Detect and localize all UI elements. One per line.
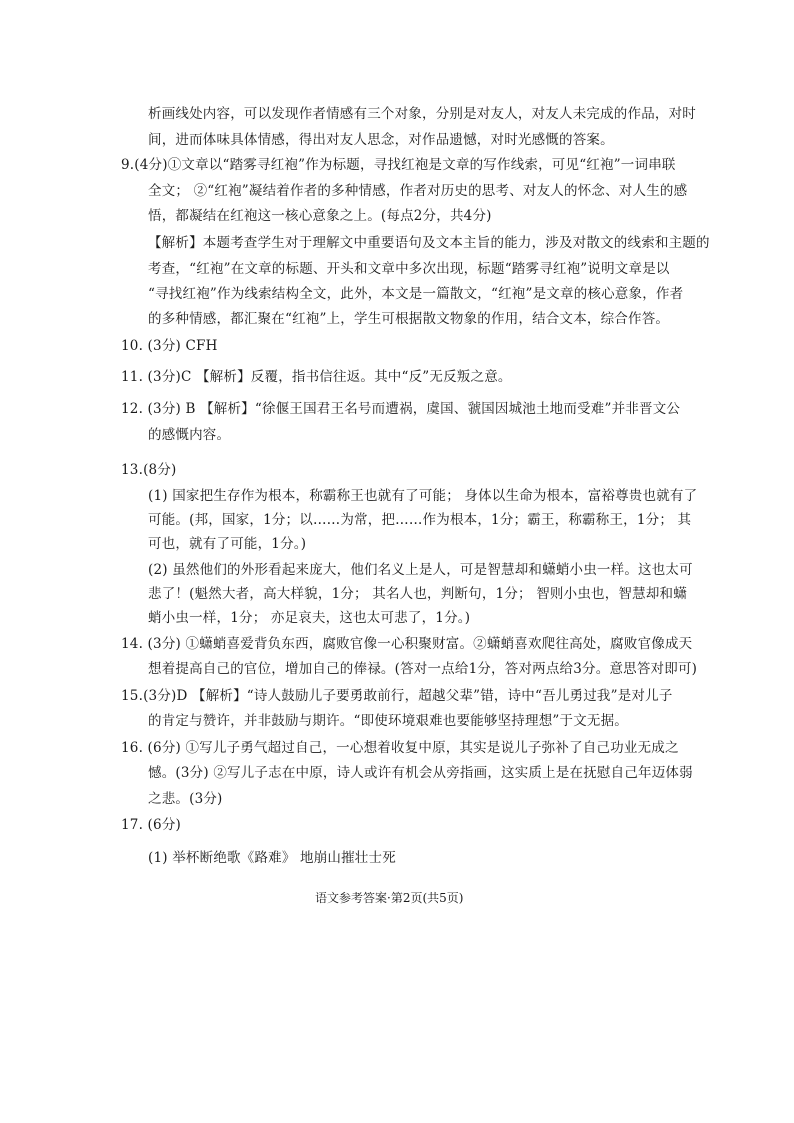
text-line: 可能。(邦，国家，1分；以……为常，把……作为根本，1分；霸王，称霸称王，1分； 其 — [148, 512, 692, 528]
text-line: 9.(4分)①文章以“踏雾寻红袍”作为标题，寻找红袍是文章的写作线索，可见“红袍”一词串联 — [121, 157, 676, 173]
text-line: 16. (6分) ①写儿子勇气超过自己，一心想着收复中原，其实是说儿子弥补了自己功业无成之 — [121, 740, 679, 756]
text-line: 可也，就有了可能，1分。) — [148, 536, 307, 552]
text-line: 悟，都凝结在红袍这一核心意象之上。(每点2分，共4分) — [148, 208, 492, 224]
text-line: 全文； ②“红袍”凝结着作者的多种情感，作者对历史的思考、对友人的怀念、对人生的感 — [148, 183, 688, 199]
text-line: 的肯定与赞许，并非鼓励与期许。“即使环境艰难也要能够坚持理想”于文无据。 — [148, 713, 629, 729]
text-line: “寻找红袍”作为线索结构全文，此外，本文是一篇散文，“红袍”是文章的核心意象，作者 — [148, 286, 684, 302]
text-line: 悲了！(魁然大者，高大样貌，1分； 其名人也，判断句，1分； 智则小虫也，智慧却和蟏 — [148, 586, 687, 602]
text-line: 13.(8分) — [121, 462, 177, 478]
text-line: 想着提高自己的官位，增加自己的俸禄。(答对一点给1分，答对两点给3分。意思答对即可) — [148, 661, 698, 677]
page-footer: 语文参考答案·第2页(共5页) — [315, 891, 464, 905]
text-line: 10. (3分) CFH — [121, 338, 218, 354]
text-line: 的多种情感，都汇聚在“红袍”上，学生可根据散文物象的作用，结合文本，综合作答。 — [148, 311, 670, 327]
text-line: 蛸小虫一样，1分； 亦足哀夫，这也太可悲了，1分。) — [148, 610, 471, 626]
text-line: 15.(3分)D 【解析】“诗人鼓励儿子要勇敢前行，超越父辈”错，诗中“吾儿勇过我”是对儿子 — [121, 688, 673, 704]
text-line: 12. (3分) B 【解析】“徐偃王国君王名号而遭祸，虞国、虢国因城池土地而受难”并非晋文公 — [121, 401, 681, 417]
text-line: 11. (3分)C 【解析】反覆，指书信往返。其中“反”无反叛之意。 — [121, 369, 512, 385]
text-line: (2) 虽然他们的外形看起来庞大，他们名义上是人，可是智慧却和蟏蛸小虫一样。这也太可 — [148, 562, 693, 578]
text-line: (1) 国家把生存作为根本，称霸称王也就有了可能； 身体以生命为根本，富裕尊贵也就有了 — [148, 488, 698, 504]
text-line: 【解析】本题考查学生对于理解文中重要语句及文本主旨的能力，涉及对散文的线索和主题的 — [148, 235, 710, 251]
text-line: (1) 举杯断绝歌《路难》 地崩山摧壮士死 — [148, 850, 396, 866]
text-line: 析画线处内容，可以发现作者情感有三个对象，分别是对友人，对友人未完成的作品，对时 — [148, 106, 696, 122]
text-line: 14. (3分) ①蟏蛸喜爱背负东西，腐败官像一心积聚财富。②蟏蛸喜欢爬往高处，腐败官像成天 — [121, 636, 693, 652]
text-line: 17. (6分) — [121, 817, 181, 833]
text-line: 之悲。(3分) — [148, 791, 223, 807]
text-line: 的感慨内容。 — [148, 427, 231, 443]
text-line: 憾。(3分) ②写儿子志在中原，诗人或许有机会从旁指画，这实质上是在抚慰自己年迈体弱 — [148, 765, 693, 781]
text-line: 间，进而体味具体情感，得出对友人思念，对作品遗憾，对时光感慨的答案。 — [148, 132, 614, 148]
text-line: 考查，“红袍”在文章的标题、开头和文章中多次出现，标题“踏雾寻红袍”说明文章是以 — [148, 261, 670, 277]
